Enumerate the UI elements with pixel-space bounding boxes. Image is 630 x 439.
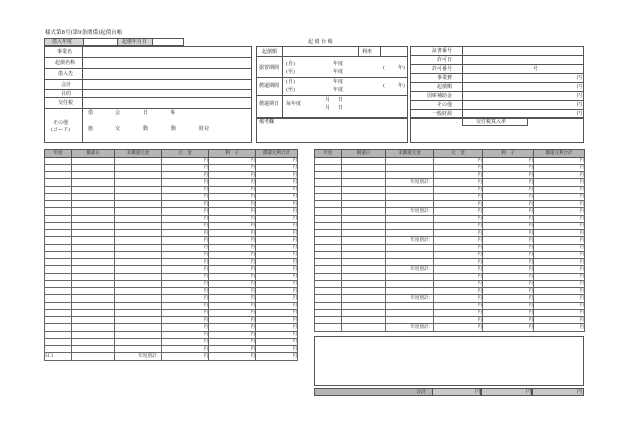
nendo-1b: 年度 <box>333 69 344 75</box>
right-yen-7: 円 <box>577 110 583 117</box>
table-row: 円 円 円 <box>315 186 585 193</box>
table-row: 円 円 円 <box>45 230 298 237</box>
table-row: 円 円 円 <box>45 157 298 164</box>
table-row: 円 円 円 <box>45 273 298 280</box>
kisai-gaku-label: 起債額 <box>262 49 278 55</box>
holiday-4: 事 <box>170 110 176 116</box>
mai-nendo: 毎年度 <box>286 101 302 107</box>
table-row: 円 円 円 <box>315 244 585 251</box>
table-row: 円 円 円 <box>315 302 585 309</box>
column-header-2: 未償還元金 <box>115 150 162 158</box>
table-row: 円 円 円 <box>315 193 585 200</box>
table-row: 円 円 円 <box>45 295 298 302</box>
right-empty-area <box>314 336 584 386</box>
table-row: 円 円 円 <box>315 222 585 229</box>
table-row: 円 円 円 <box>45 244 298 251</box>
itaru-1: (至) <box>286 69 295 75</box>
bikou-label: 備考欄 <box>259 119 275 125</box>
kofu-label: 交付税算入率 <box>476 119 507 125</box>
table-row: 年度別計： 円 円 円 <box>315 266 585 273</box>
table-row: 円 円 円 <box>45 172 298 179</box>
total-yen-2: 円 <box>526 389 532 395</box>
delivery-1: 施 <box>88 126 94 132</box>
column-header-5: 償還元利合計 <box>534 150 585 158</box>
month-2: 月 <box>325 105 331 111</box>
delivery-2: 交 <box>115 126 121 132</box>
column-header-1: 償還日 <box>72 150 115 158</box>
table-row: 年度別計： 円 円 円 <box>315 324 585 331</box>
table-row: 円 円 円 <box>45 302 298 309</box>
table-row: 円 円 円 <box>315 230 585 237</box>
table-row: 円 円 円 <box>45 338 298 345</box>
account-label: 会計 <box>61 82 72 88</box>
table-row: 円 円 円 <box>45 331 298 338</box>
table-row: 円 円 円 <box>45 215 298 222</box>
total-label: 合計 <box>416 389 427 395</box>
right-yen-6: 円 <box>577 101 583 108</box>
page-title: 様式第8号(第9条関係)起債台帳 <box>45 30 123 36</box>
shokan-label: 償還期間 <box>259 83 280 89</box>
delivery-3: 動 <box>143 126 149 132</box>
right-yen-3: 円 <box>577 74 583 81</box>
table-row: 円 円 円 <box>45 237 298 244</box>
table-row: 円 円 円 <box>45 280 298 287</box>
holiday-2: 会 <box>115 110 121 116</box>
right-label-6: その他 <box>437 101 453 108</box>
column-header-0: 年度 <box>45 150 72 158</box>
table-row: 円 円 円 <box>315 251 585 258</box>
table-row: 円 円 円 <box>315 280 585 287</box>
column-header-2: 未償還元金 <box>386 150 434 158</box>
total-yen-1: 円 <box>475 389 481 395</box>
table-row: 円 円 円 <box>45 208 298 215</box>
table-row: 年度別計： 円 円 円 <box>315 208 585 215</box>
purpose-label: 目的 <box>61 91 72 97</box>
sueoki-label: 据置期間 <box>259 65 280 71</box>
table-row: 年度別計： 円 円 円 <box>315 295 585 302</box>
nendo-2a: 年度 <box>333 79 344 85</box>
table-row: 円 円 円 <box>315 157 585 164</box>
month-1: 月 <box>325 97 331 103</box>
year-word-2: 年) <box>398 83 405 89</box>
rate-label: 利率 <box>362 49 373 55</box>
date-label: 起債年月日 <box>122 39 148 45</box>
other-label: その他 <box>53 120 69 126</box>
column-header-4: 利 子 <box>483 150 534 158</box>
gou-label: 号 <box>533 65 539 72</box>
shokan-day-label: 償還期日 <box>259 101 280 107</box>
table-row: 円 円 円 <box>315 273 585 280</box>
left-repayment-table <box>44 149 298 361</box>
right-label-5: 国庫補助金 <box>427 92 453 99</box>
table-row: 円 円 円 <box>315 259 585 266</box>
year-word-1: 年) <box>398 65 405 71</box>
paren-1: ( <box>383 65 385 71</box>
column-header-3: 元 金 <box>434 150 483 158</box>
table-row: 円 円 円 <box>45 266 298 273</box>
table-row: 円 円 円 <box>45 201 298 208</box>
right-label-7: 一般財源 <box>432 110 453 117</box>
table-row: 円 円 円 <box>315 215 585 222</box>
column-header-1: 償還日 <box>342 150 386 158</box>
table-row: 円 円 円 <box>45 222 298 229</box>
table-row: 円 円 円 <box>45 259 298 266</box>
right-label-1: 許可日 <box>437 56 453 63</box>
holiday-1: 借 <box>88 110 94 116</box>
right-yen-5: 円 <box>577 92 583 99</box>
table-row: 円 円 円 <box>315 172 585 179</box>
right-label-0: 証書番号 <box>432 47 453 54</box>
table-row: 円 円 円 <box>45 346 298 353</box>
kisai-name-label: 起債名称 <box>55 60 76 66</box>
grant-tax-label: 交付税 <box>58 100 74 106</box>
code-label: (コード) <box>51 127 70 133</box>
table-row: 円 円 円 <box>315 164 585 171</box>
daicho-label: 起 債 台 帳 <box>308 39 333 45</box>
delivery-5: 財対 <box>199 126 210 132</box>
table-row: 円 円 円 <box>45 186 298 193</box>
nendo-1a: 年度 <box>333 61 344 67</box>
table-row: 円 円 円 <box>315 288 585 295</box>
table-row: 円 円 円 <box>315 309 585 316</box>
table-row: Ｈ３ 年度別計： 円 円 円 <box>45 353 297 359</box>
day-2: 日 <box>338 105 344 111</box>
day-1: 日 <box>338 97 344 103</box>
holiday-3: 日 <box>143 110 149 116</box>
table-row: 円 円 円 <box>45 251 298 258</box>
right-repayment-table <box>314 149 585 332</box>
delivery-4: 動 <box>171 126 177 132</box>
project-label: 事業名 <box>57 49 73 55</box>
table-row: 円 円 円 <box>45 164 298 171</box>
ji-2: (自) <box>286 79 295 85</box>
right-label-2: 許可番号 <box>432 65 453 72</box>
right-label-4: 起債額 <box>437 83 453 90</box>
year-label: 借入年度 <box>52 39 73 45</box>
table-row: 円 円 円 <box>315 201 585 208</box>
right-yen-4: 円 <box>577 83 583 90</box>
paren-2: ( <box>383 83 385 89</box>
itaru-2: (至) <box>286 87 295 93</box>
table-row: 円 円 円 <box>45 193 298 200</box>
column-header-3: 元 金 <box>162 150 209 158</box>
table-row: 年度別計： 円 円 円 <box>315 237 585 244</box>
bikou-box <box>256 118 408 143</box>
table-row: 円 円 円 <box>315 317 585 324</box>
column-header-0: 年度 <box>315 150 342 158</box>
table-row: 円 円 円 <box>45 288 298 295</box>
column-header-5: 償還元利合計 <box>256 150 298 158</box>
lender-label: 借入先 <box>58 71 74 77</box>
table-row: 円 円 円 <box>45 179 298 186</box>
total-yen-3: 円 <box>577 389 583 395</box>
nendo-2b: 年度 <box>333 87 344 93</box>
right-label-3: 事業費 <box>437 74 453 81</box>
column-header-4: 利 子 <box>209 150 256 158</box>
table-row: 年度別計： 円 円 円 <box>315 179 585 186</box>
table-row: 円 円 円 <box>45 309 298 316</box>
table-row: 円 円 円 <box>45 324 298 331</box>
table-row: 円 円 円 <box>45 317 298 324</box>
ji-1: (自) <box>286 61 295 67</box>
